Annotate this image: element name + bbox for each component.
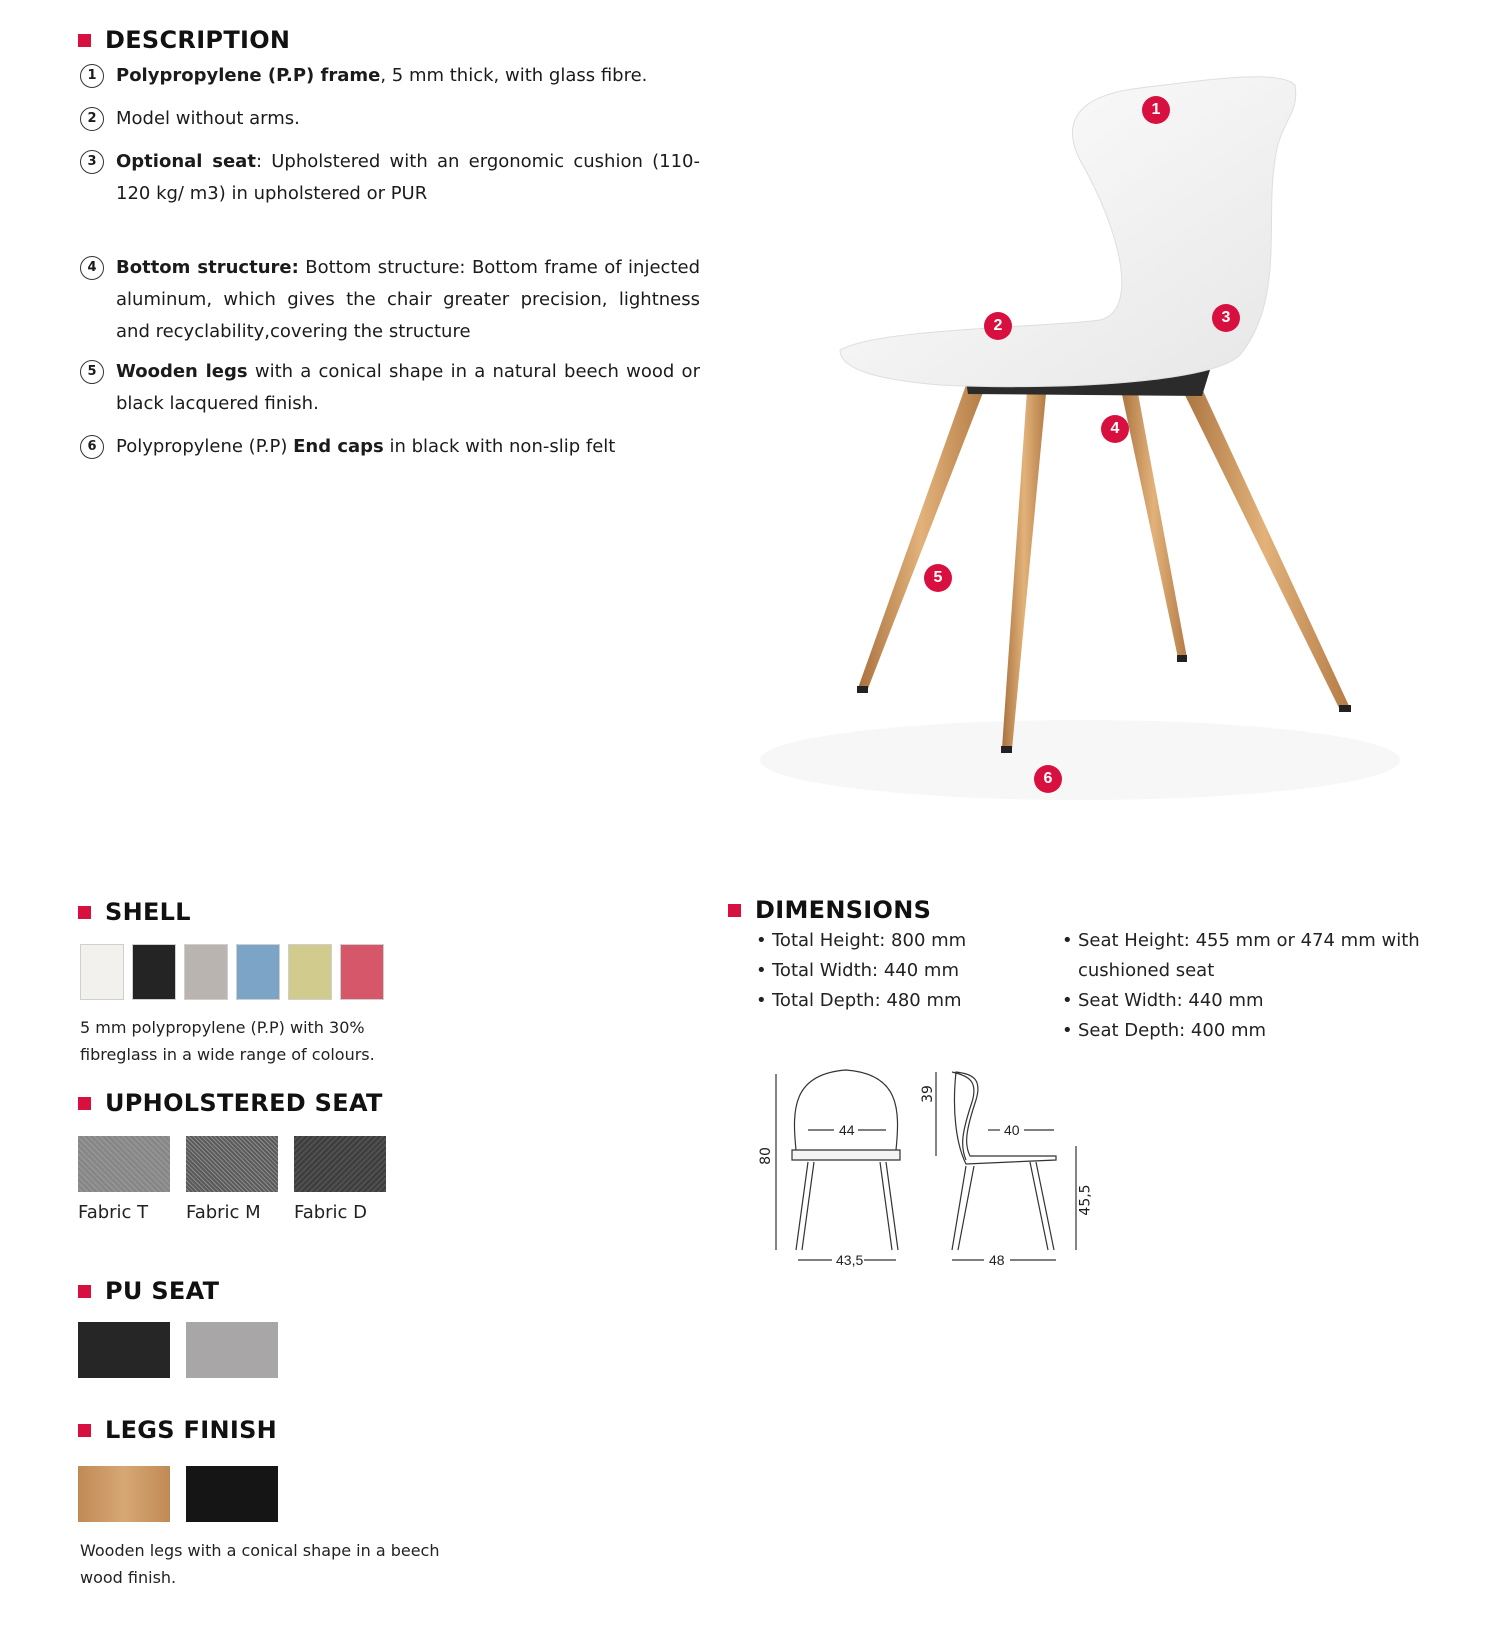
chair-product-image (740, 60, 1420, 820)
number-badge: 1 (80, 64, 104, 88)
shell-title: SHELL (105, 898, 191, 926)
product-marker-4: 4 (1101, 415, 1129, 443)
product-marker-1: 1 (1142, 96, 1170, 124)
shell-caption-line2: fibreglass in a wide range of colours. (80, 1045, 375, 1064)
shell-heading (78, 898, 191, 926)
dim-seat-depth: • Seat Depth: 400 mm (1062, 1016, 1266, 1046)
product-marker-5: 5 (924, 564, 952, 592)
label-front-width-top: 44 (839, 1122, 855, 1138)
dim-total-width: • Total Width: 440 mm (756, 956, 959, 986)
fabric-t-swatch[interactable] (78, 1136, 170, 1192)
upholstered-title: UPHOLSTERED SEAT (105, 1089, 383, 1117)
legs-swatch-black[interactable] (186, 1466, 278, 1522)
label-side-back-height: 39 (919, 1085, 936, 1103)
shell-swatch-olive[interactable] (288, 944, 332, 1000)
heading-marker (78, 1424, 91, 1437)
heading-marker (78, 34, 91, 47)
heading-marker (78, 1285, 91, 1298)
bullet: • (756, 990, 767, 1011)
shell-swatch-black[interactable] (132, 944, 176, 1000)
shell-swatch-blue[interactable] (236, 944, 280, 1000)
heading-marker (728, 904, 741, 917)
label-side-seat-height: 45,5 (1077, 1184, 1094, 1216)
shell-swatch-red[interactable] (340, 944, 384, 1000)
shell-swatch-white[interactable] (80, 944, 124, 1000)
heading-marker (78, 906, 91, 919)
item-text: Model without arms. (116, 108, 300, 129)
legs-title: LEGS FINISH (105, 1416, 278, 1444)
number-badge: 3 (80, 150, 104, 174)
fabric-d-label: Fabric D (294, 1202, 368, 1223)
product-marker-6: 6 (1034, 765, 1062, 793)
item-text-pre: Polypropylene (P.P) (116, 436, 294, 457)
legs-caption-line1: Wooden legs with a conical shape in a beech (80, 1541, 440, 1560)
item-bold: Optional seat (116, 151, 256, 172)
item-bold: Bottom structure: (116, 257, 299, 278)
number-badge: 4 (80, 256, 104, 280)
description-heading (78, 26, 290, 54)
pu-seat-swatch-black[interactable] (78, 1322, 170, 1378)
label-side-depth: 48 (989, 1252, 1005, 1268)
legs-swatch-beech[interactable] (78, 1466, 170, 1522)
bullet: • (756, 960, 767, 981)
description-item-3 (80, 146, 700, 210)
description-title: DESCRIPTION (105, 26, 291, 54)
number-badge: 2 (80, 107, 104, 131)
description-item-1 (80, 60, 700, 92)
item-text: Bottom structure: Bottom frame of injected aluminum, which gives the chair greater precision, lightness and recyclability,covering the structure (116, 257, 700, 342)
dim-seat-height: • Seat Height: 455 mm or 474 mm with (1062, 926, 1420, 956)
description-item-4 (80, 252, 700, 348)
dimension-drawing (756, 1060, 1116, 1280)
item-bold: End caps (293, 436, 384, 457)
bullet: • (756, 930, 767, 951)
label-side-seat-depth: 40 (1004, 1122, 1020, 1138)
description-item-6 (80, 431, 700, 463)
label-front-width-bottom: 43,5 (836, 1252, 864, 1268)
label-front-height: 80 (757, 1147, 774, 1165)
fabric-t-label: Fabric T (78, 1202, 149, 1223)
shell-caption (80, 1014, 375, 1068)
dim-seat-height-cont: cushioned seat (1078, 960, 1215, 981)
item-bold: Polypropylene (P.P) frame (116, 65, 381, 86)
description-item-2 (80, 103, 700, 135)
shell-swatch-grey[interactable] (184, 944, 228, 1000)
item-text: with a conical shape in a natural beech wood or black lacquered finish. (116, 361, 700, 414)
fabric-d-swatch[interactable] (294, 1136, 386, 1192)
item-text: : Upholstered with an ergonomic cushion (110-120 kg/ m3) in upholstered or PUR (116, 151, 700, 204)
bullet: • (1062, 1020, 1073, 1041)
heading-marker (78, 1097, 91, 1110)
bullet: • (1062, 930, 1073, 951)
dimensions-heading (728, 896, 931, 924)
dim-total-depth: • Total Depth: 480 mm (756, 986, 962, 1016)
bullet: • (1062, 990, 1073, 1011)
dimensions-title: DIMENSIONS (755, 896, 932, 924)
dim-total-height: • Total Height: 800 mm (756, 926, 966, 956)
item-text: in black with non-slip felt (383, 436, 616, 457)
upholstered-heading (78, 1089, 383, 1117)
dim-seat-width: • Seat Width: 440 mm (1062, 986, 1264, 1016)
product-marker-2: 2 (984, 312, 1012, 340)
legs-heading (78, 1416, 277, 1444)
pu-seat-heading (78, 1277, 219, 1305)
legs-caption (80, 1537, 440, 1591)
number-badge: 6 (80, 435, 104, 459)
number-badge: 5 (80, 360, 104, 384)
item-bold: Wooden legs (116, 361, 248, 382)
item-text: , 5 mm thick, with glass fibre. (380, 65, 648, 86)
pu-seat-title: PU SEAT (105, 1277, 220, 1305)
description-item-5 (80, 356, 700, 420)
legs-caption-line2: wood finish. (80, 1568, 177, 1587)
shell-caption-line1: 5 mm polypropylene (P.P) with 30% (80, 1018, 365, 1037)
fabric-m-swatch[interactable] (186, 1136, 278, 1192)
fabric-m-label: Fabric M (186, 1202, 261, 1223)
product-marker-3: 3 (1212, 304, 1240, 332)
pu-seat-swatch-grey[interactable] (186, 1322, 278, 1378)
